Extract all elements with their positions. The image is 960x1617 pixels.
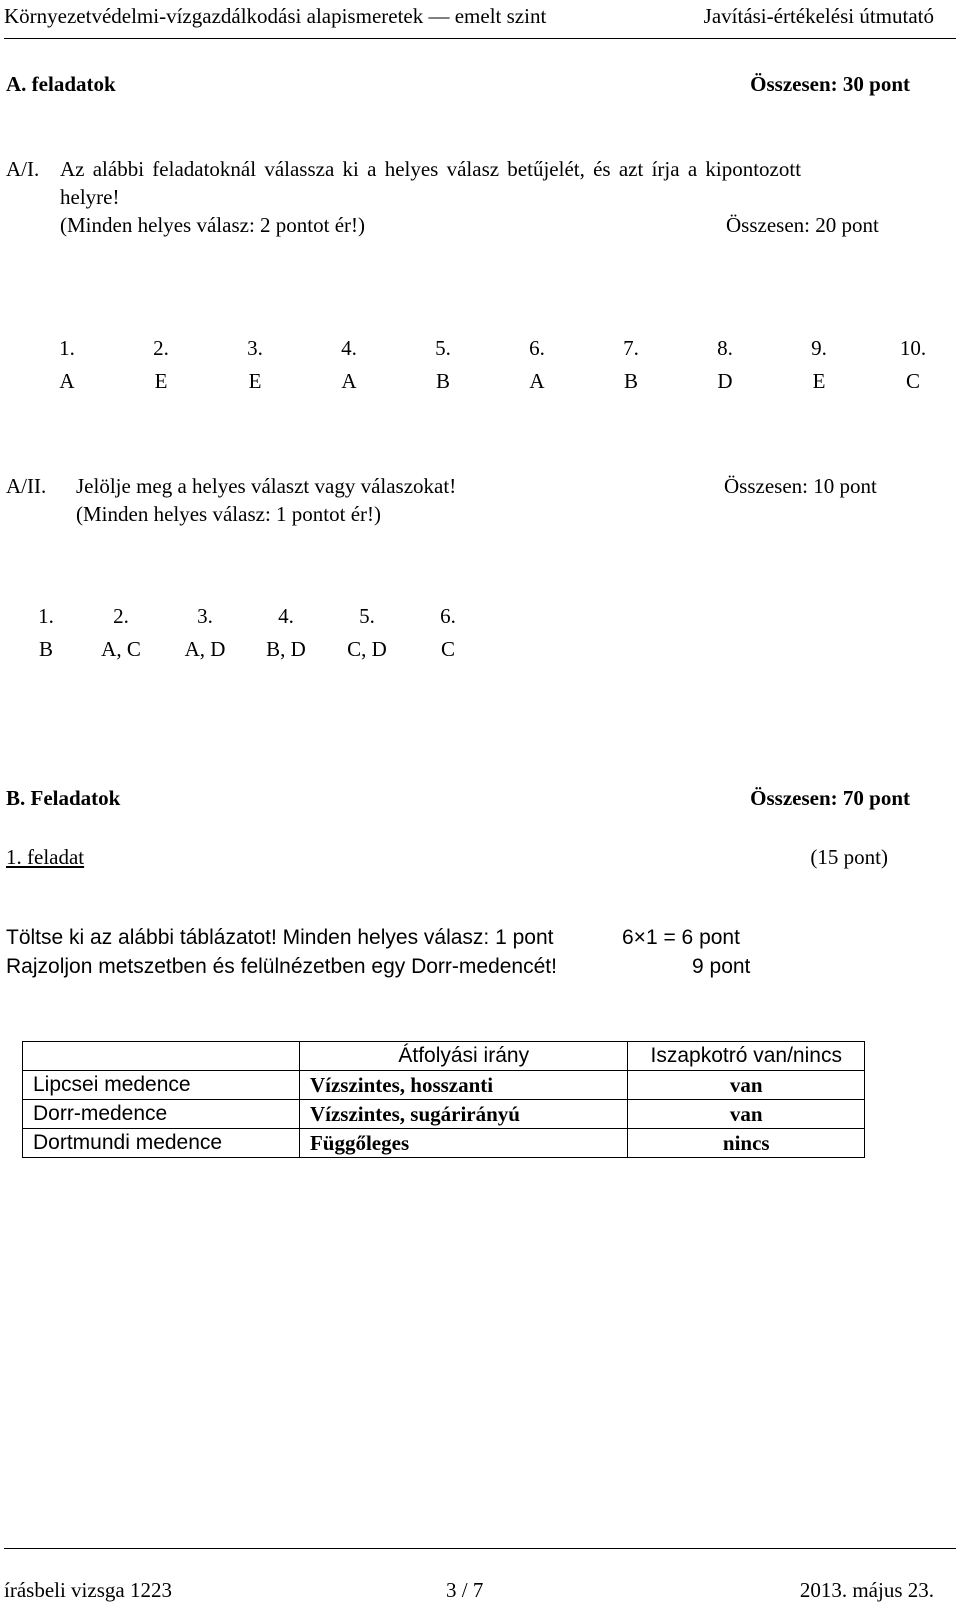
table-cell: Lipcsei medence [23,1071,300,1100]
a1-instruction-line2: helyre! [60,185,120,209]
a2-answer-grid [14,604,488,662]
a1-answer: C [905,369,920,393]
a2-points-note: (Minden helyes válasz: 1 pontot ér!) [76,502,381,526]
a2-number: 4. [278,604,294,628]
section-b-title: B. Feladatok [6,786,121,810]
a1-answer: E [248,369,262,393]
footer-left: írásbeli vizsga 1223 [4,1578,172,1602]
a2-answer: A, C [101,637,141,661]
section-a-total: Összesen: 30 pont [750,72,910,96]
table-cell: Vízszintes, sugárirányú [299,1100,628,1129]
a1-number: 1. [59,336,75,360]
table-cell: nincs [628,1129,865,1158]
a2-number: 6. [440,604,456,628]
section-a-title: A. feladatok [6,72,116,96]
a2-number: 3. [197,604,213,628]
a1-number: 8. [717,336,733,360]
a2-number: 2. [113,604,129,628]
a1-number: 4. [341,336,357,360]
a1-instruction-line1: Az alábbi feladatoknál válassza ki a helyes válasz betűjelét, és azt írja a kipontozott [60,157,802,181]
a2-instruction: Jelölje meg a helyes választ vagy válaszokat! [76,474,457,498]
a2-answer: C, D [347,637,387,661]
task1-line1-points: 6×1 = 6 pont [622,926,740,949]
a2-answer: C [440,637,455,661]
a2-number: 5. [359,604,375,628]
table-cell: Függőleges [299,1129,628,1158]
table-header-row [23,1042,865,1071]
header-left: Környezetvédelmi-vízgazdálkodási alapismeretek — emelt szint [4,4,547,28]
a1-number: 7. [623,336,639,360]
a1-answer: A [59,369,75,393]
a1-answer: E [154,369,168,393]
a1-number: 10. [899,336,927,360]
a2-label: A/II. [6,474,47,498]
a1-number: 5. [435,336,451,360]
a1-number: 3. [247,336,263,360]
footer-rule [4,1548,956,1549]
a1-points-note: (Minden helyes válasz: 2 pontot ér!) [60,213,365,237]
a1-number: 2. [153,336,169,360]
a2-answer: B, D [266,637,306,661]
a2-number: 1. [38,604,54,628]
a1-answer: A [529,369,545,393]
table-header-cell: Átfolyási irány [299,1042,628,1071]
task1-line2: Rajzoljon metszetben és felülnézetben egy Dorr-medencét! [6,955,557,978]
footer-right: 2013. május 23. [799,1578,934,1602]
a1-answer: B [623,369,638,393]
table-cell: Dortmundi medence [23,1129,300,1158]
table-cell: Vízszintes, hosszanti [299,1071,628,1100]
a2-total: Összesen: 10 pont [724,474,877,498]
a1-answer: B [435,369,450,393]
table-row [23,1071,865,1100]
a1-label: A/I. [6,157,40,181]
a1-number: 9. [811,336,827,360]
a1-number: 6. [529,336,545,360]
header-rule [4,38,956,39]
basin-table [22,1041,865,1158]
table-row [23,1100,865,1129]
table-header-cell [23,1042,300,1071]
a1-answer: A [341,369,357,393]
a2-answer: A, D [184,637,226,661]
task1-line2-points: 9 pont [692,955,751,978]
a1-answer: D [717,369,733,393]
task1-points: (15 pont) [810,845,888,869]
a1-answer-grid [20,336,927,394]
a2-answer: B [38,637,53,661]
table-header-cell: Iszapkotró van/nincs [628,1042,865,1071]
section-b-total: Összesen: 70 pont [750,786,910,810]
task1-title: 1. feladat [6,845,85,869]
header-right: Javítási-értékelési útmutató [703,4,934,28]
table-row [23,1129,865,1158]
table-cell: Dorr-medence [23,1100,300,1129]
task1-line1: Töltse ki az alábbi táblázatot! Minden helyes válasz: 1 pont [6,926,554,949]
a1-total: Összesen: 20 pont [726,213,879,237]
table-cell: van [628,1071,865,1100]
table-cell: van [628,1100,865,1129]
footer-center: 3 / 7 [446,1578,484,1602]
a1-answer: E [812,369,826,393]
